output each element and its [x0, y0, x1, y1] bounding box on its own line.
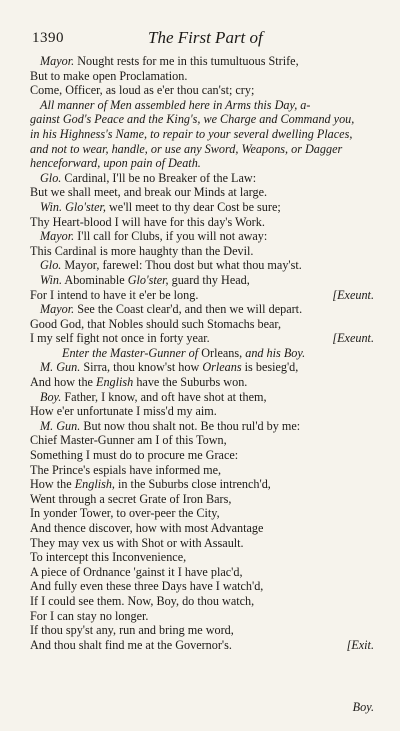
- text-span: Mayor.: [40, 302, 75, 317]
- text-span: Went through a secret Grate of Iron Bars,: [30, 491, 232, 506]
- text-span: If I could see them. Now, Boy, do thou watch,: [30, 593, 255, 608]
- text-span: Sirra, thou know'st how: [80, 360, 203, 375]
- text-span: have the Suburbs won.: [133, 375, 248, 390]
- text-line: [30, 404, 374, 419]
- text-span: For I intend to have it e'er be long.: [30, 287, 199, 302]
- text-span: Boy.: [40, 389, 62, 404]
- text-line: [30, 215, 374, 230]
- text-span: Enter the Master-Gunner of: [62, 345, 202, 360]
- text-span: Mayor, farewel: Thou dost but what thou may'st.: [61, 258, 302, 273]
- play-text: [30, 54, 374, 652]
- exit-direction: [Exeunt.: [332, 331, 374, 346]
- text-line: [30, 550, 374, 565]
- text-line: [30, 375, 374, 390]
- text-line: [30, 360, 374, 375]
- text-span: How the: [30, 477, 75, 492]
- text-line: [30, 185, 374, 200]
- text-span: Glo'ster,: [127, 272, 169, 287]
- text-span: Father, I know, and oft have shot at them,: [61, 389, 267, 404]
- text-line: [30, 433, 374, 448]
- text-span: If thou spy'st any, run and bring me word,: [30, 623, 234, 638]
- text-span: In yonder Tower, to over-peer the City,: [30, 506, 220, 521]
- text-line: [30, 83, 374, 98]
- text-span: I my self fight not once in forty year.: [30, 331, 210, 346]
- text-line: [30, 594, 374, 609]
- text-span: Come, Officer, as loud as e'er thou can'st; cry;: [30, 83, 255, 98]
- text-line: [30, 477, 374, 492]
- text-span: Good God, that Nobles should such Stomachs bear,: [30, 316, 282, 331]
- text-span: Win.: [40, 272, 63, 287]
- text-line: [30, 521, 374, 536]
- text-span: How e'er unfortunate I miss'd my aim.: [30, 404, 217, 419]
- text-span: Mayor.: [40, 54, 75, 68]
- text-line: [30, 331, 374, 346]
- page-header: [30, 28, 374, 54]
- text-span: They may vex us with Shot or with Assault.: [30, 535, 244, 550]
- text-line: [30, 463, 374, 478]
- text-span: M. Gun.: [40, 360, 81, 375]
- text-line: [30, 54, 374, 69]
- text-span: I'll call for Clubs, if you will not away:: [74, 229, 268, 244]
- text-span: Abominable: [62, 272, 128, 287]
- text-span: Nought rests for me in this tumultuous Strife,: [74, 54, 299, 68]
- text-span: in his Highness's Name, to repair to your several dwelling Places,: [30, 126, 353, 141]
- text-span: And thence discover, how with most Advantage: [30, 521, 264, 535]
- text-span: and his Boy.: [242, 345, 306, 360]
- text-line: [30, 112, 374, 127]
- text-line: [30, 229, 374, 244]
- text-span: Something I must do to procure me Grace:: [30, 448, 239, 463]
- stage-direction: [30, 346, 374, 361]
- text-line: [30, 623, 374, 638]
- text-span: is besieg'd,: [241, 360, 299, 375]
- catchword: Boy.: [352, 700, 374, 714]
- text-line: [30, 506, 374, 521]
- text-span: and not to wear, handle, or use any Sword, Weapons, or Dagger: [30, 141, 343, 156]
- text-span: Glo.: [40, 258, 62, 273]
- text-span: Thy Heart-blood I will have for this day's Work.: [30, 214, 265, 229]
- text-line: [30, 171, 374, 186]
- text-span: in the Suburbs close intrench'd,: [114, 477, 271, 492]
- text-span: Orleans,: [201, 345, 243, 360]
- text-line: [30, 156, 374, 171]
- text-span: For I can stay no longer.: [30, 608, 149, 623]
- text-span: Mayor.: [40, 229, 75, 244]
- text-span: English: [96, 375, 134, 390]
- text-line: [30, 492, 374, 507]
- text-line: [30, 142, 374, 157]
- text-line: [30, 419, 374, 434]
- text-span: And how the: [30, 375, 97, 390]
- text-span: Win.: [40, 199, 63, 214]
- text-span: English,: [74, 477, 115, 492]
- text-line: [30, 638, 374, 653]
- text-span: Glo'ster,: [62, 199, 106, 214]
- page-number: 1390: [32, 30, 64, 46]
- text-span: A piece of Ordnance 'gainst it I have plac'd,: [30, 564, 243, 579]
- text-span: All manner of Men assembled here in Arms this Day, a-: [40, 97, 311, 112]
- text-span: Chief Master-Gunner am I of this Town,: [30, 433, 227, 448]
- text-line: [30, 273, 374, 288]
- running-title: The First Part of: [148, 28, 263, 47]
- text-span: M. Gun.: [40, 418, 81, 433]
- text-span: The Prince's espials have informed me,: [30, 462, 222, 477]
- text-line: [30, 565, 374, 580]
- exit-direction: [Exit.: [346, 637, 374, 652]
- text-line: [30, 200, 374, 215]
- exit-direction: [Exeunt.: [332, 287, 374, 302]
- text-line: [30, 448, 374, 463]
- text-line: [30, 609, 374, 624]
- text-line: [30, 258, 374, 273]
- text-span: But we shall meet, and break our Minds at large.: [30, 185, 268, 200]
- text-span: henceforward, upon pain of Death.: [30, 156, 201, 171]
- text-line: [30, 317, 374, 332]
- text-span: And fully even these three Days have I watch'd,: [30, 579, 264, 594]
- text-line: [30, 244, 374, 259]
- text-line: [30, 302, 374, 317]
- text-span: guard thy Head,: [168, 272, 250, 287]
- text-span: This Cardinal is more haughty than the Devil.: [30, 243, 254, 258]
- text-span: But now thou shalt not. Be thou rul'd by me:: [80, 418, 301, 433]
- text-line: [30, 579, 374, 594]
- text-span: And thou shalt find me at the Governor's.: [30, 637, 232, 652]
- text-line: [30, 98, 374, 113]
- text-span: But to make open Proclamation.: [30, 68, 188, 83]
- text-line: [30, 127, 374, 142]
- text-line: [30, 390, 374, 405]
- text-span: To intercept this Inconvenience,: [30, 550, 187, 565]
- text-span: Cardinal, I'll be no Breaker of the Law:: [61, 170, 257, 185]
- text-span: See the Coast clear'd, and then we will depart.: [74, 302, 303, 317]
- text-span: we'll meet to thy dear Cost be sure;: [105, 199, 281, 214]
- text-line: [30, 536, 374, 551]
- text-span: Orleans: [202, 360, 242, 375]
- text-span: Glo.: [40, 170, 62, 185]
- text-line: [30, 69, 374, 84]
- text-line: [30, 288, 374, 303]
- text-span: gainst God's Peace and the King's, we Charge and Command you,: [30, 112, 355, 127]
